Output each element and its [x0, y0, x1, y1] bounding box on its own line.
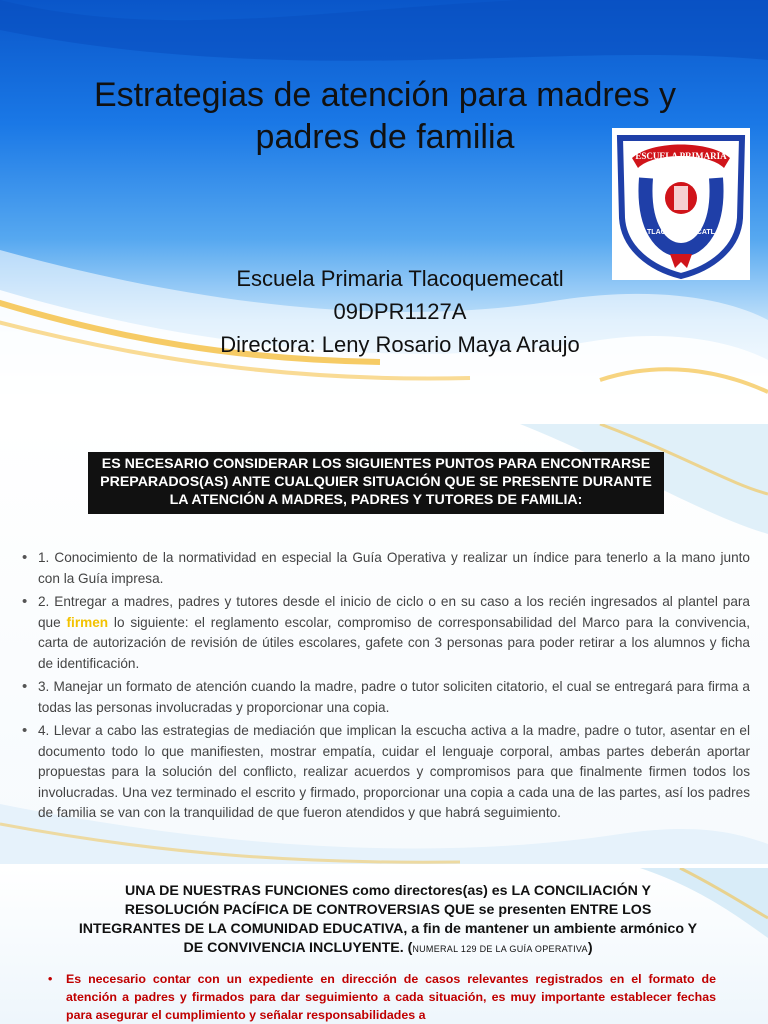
functions-slide	[0, 868, 768, 1024]
considerations-slide	[0, 424, 768, 864]
highlighted-word: firmen	[66, 614, 109, 630]
functions-header-text: UNA DE NUESTRAS FUNCIONES como directores(as) es LA CONCILIACIÓN Y RESOLUCIÓN PACÍFICA DE CONTROVERSIAS QUE se presenten ENTRE LOS INTEGRANTES DE LA COMUNIDAD EDUCATIVA, a fin de mantener un ambiente armónico Y DE CONVIVENCIA INCLUYENTE. (	[78, 883, 698, 956]
list-item-text: lo siguiente: el reglamento escolar, compromiso de corresponsabilidad del Marco para la convivencia, carta de autorización de revisión de útiles escolares, gafete con 3 personas para poder retirar a los alumnos y ficha de identificación.	[38, 614, 750, 671]
list-item	[22, 548, 750, 589]
director-name: Directora: Leny Rosario Maya Araujo	[220, 332, 580, 357]
list-item-text: 3. Manejar un formato de atención cuando la madre, padre o tutor soliciten citatorio, el cual se entregará para firma a todas las personas involucradas y proporcionar una copia.	[38, 679, 750, 715]
list-item	[22, 592, 750, 674]
list-item-text: Es necesario contar con un expediente en dirección de casos relevantes registrados en el formato de atención a padres y firmados para dar seguimiento a cada situación, es muy importante establecer fechas para asegurar el cumplimiento y señalar responsabilidades a	[66, 972, 716, 1022]
list-item-text: 1. Conocimiento de la normatividad en especial la Guía Operativa y realizar un índice para tenerlo a la mano junto con la Guía impresa.	[38, 550, 750, 586]
crest-top-text: ESCUELA PRIMARIA	[635, 151, 727, 161]
list-item	[48, 970, 716, 1024]
school-code: 09DPR1127A	[333, 299, 467, 324]
considerations-list	[22, 548, 750, 827]
functions-header	[78, 882, 698, 959]
school-info	[150, 262, 650, 361]
title-slide	[0, 0, 768, 412]
school-name: Escuela Primaria Tlacoquemecatl	[236, 266, 564, 291]
list-item-text: 4. Llevar a cabo las estrategias de mediación que implican la escucha activa a la madre, padre o tutor, asentar en el documento todo lo que manifiesten, mostrar empatía, cuidar el lenguaje corporal, ambas partes deberán aportar propuestas para la solución del conflicto, realizar acuerdos y compromisos para que finalmente firmen todos los involucradas. Una vez terminado el escrito y firmado, proporcionar una copia a cada una de las partes, así los padres de familia se van con la tranquilidad de que fueron atendidos y que habrá seguimiento.	[38, 723, 750, 820]
list-item-text: 2. Entregar a madres, padres y tutores desde el inicio de ciclo o en su caso a los recién ingresados al plantel para que	[38, 594, 750, 630]
list-item	[22, 677, 750, 718]
crest-bottom-text: TLACOQUEMECATL	[647, 229, 715, 236]
list-item	[22, 721, 750, 824]
school-crest-icon	[612, 128, 750, 280]
functions-list	[48, 970, 716, 1024]
page-title: Estrategias de atención para madres y padres de familia	[93, 76, 677, 156]
considerations-header: ES NECESARIO CONSIDERAR LOS SIGUIENTES PUNTOS PARA ENCONTRARSE PREPARADOS(AS) ANTE CUALQUIER SITUACIÓN QUE SE PRESENTE DURANTE LA ATENCIÓN A MADRES, PADRES Y TUTORES DE FAMILIA:	[88, 452, 664, 514]
functions-header-close: )	[587, 940, 593, 956]
guide-reference: NUMERAL 129 DE LA GUÍA OPERATIVA	[412, 944, 588, 954]
